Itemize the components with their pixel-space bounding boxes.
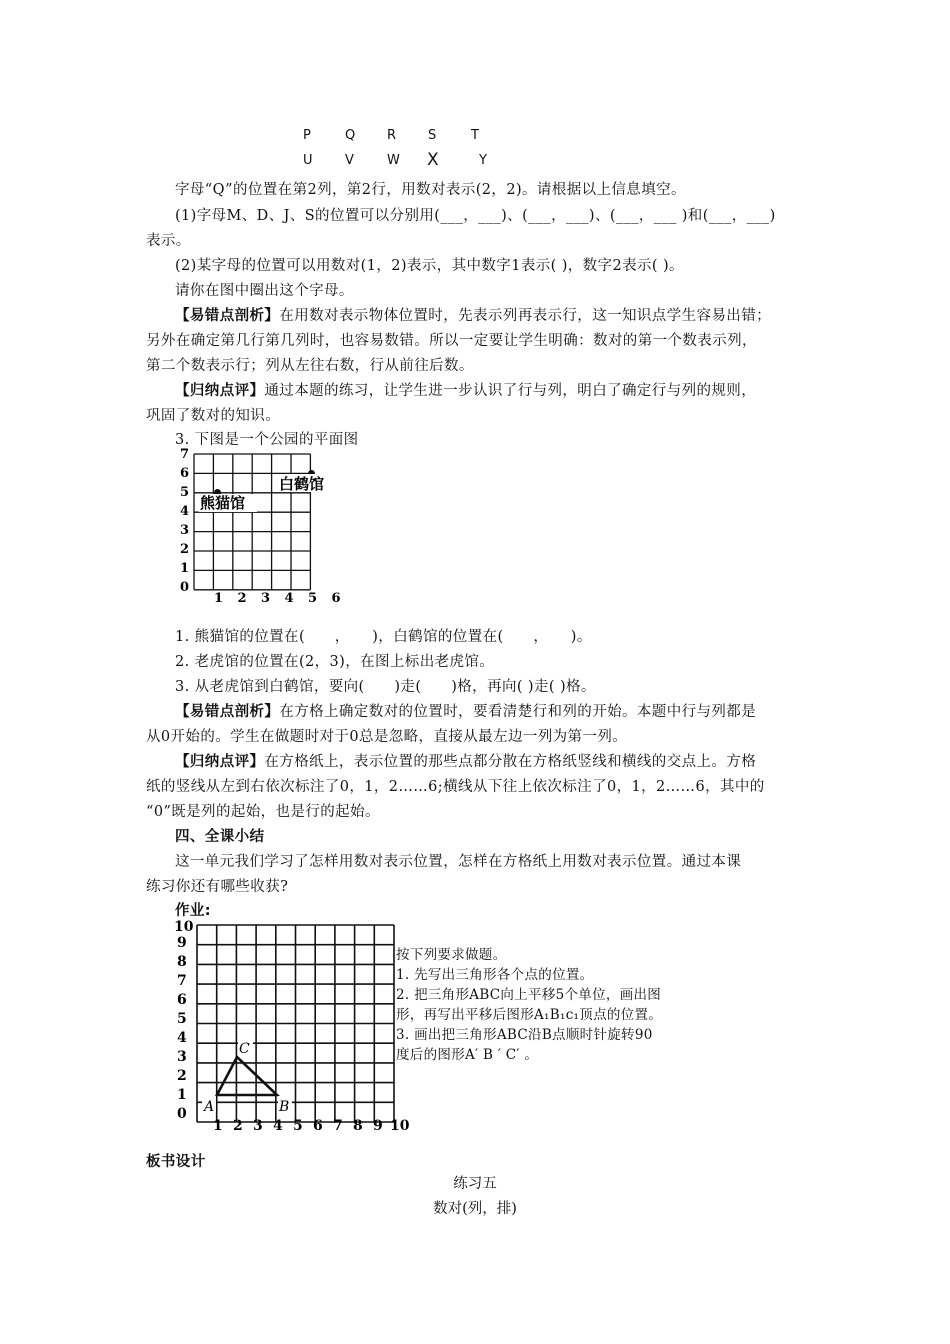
x-tick-label: 3 <box>253 1118 263 1134</box>
y-tick-label: 0 <box>177 1106 187 1122</box>
letter: W <box>387 153 400 168</box>
y-tick-label: 1 <box>177 1087 187 1103</box>
letter: Y <box>479 153 487 168</box>
lesson-summary: 这一单元我们学习了怎样用数对表示位置，怎样在方格纸上用数对表示位置。通过本课 <box>175 854 742 870</box>
question-1-cont: 表示。 <box>146 233 191 249</box>
x-tick-label: 6 <box>313 1118 323 1134</box>
y-tick-label: 5 <box>177 1011 187 1027</box>
letter: Q <box>345 128 356 143</box>
question-1: (1)字母M、D、J、S的位置可以分别用(___，___)、(___，___)、(___，___ )和(___，___) <box>175 208 776 224</box>
intro-text: 字母“Q”的位置在第2列，第2行，用数对表示(2，2)。请根据以上信息填空。 <box>175 182 686 198</box>
y-tick-label: 4 <box>180 504 190 519</box>
letter: S <box>428 128 437 143</box>
y-tick-label: 3 <box>177 1049 187 1065</box>
y-tick-label: 3 <box>180 523 190 538</box>
x-tick-label: 8 <box>353 1118 363 1134</box>
x-tick-label: 10 <box>390 1118 410 1134</box>
error-analysis-2 <box>175 700 756 721</box>
section-heading: 四、全课小结 <box>175 828 265 845</box>
y-tick-label: 10 <box>174 919 194 935</box>
hw-item-3-cont: 度后的图形A′ B ′ C′ 。 <box>396 1047 539 1063</box>
question-2: (2)某字母的位置可以用数对(1，2)表示，其中数字1表示( )，数字2表示( )。 <box>175 258 684 274</box>
summary-2 <box>175 750 756 771</box>
y-tick-label: 4 <box>177 1030 187 1046</box>
park-y-labels <box>180 447 189 595</box>
summary-2-line2: 纸的竖线从左到右依次标注了0，1，2……6;横线从下往上依次标注了0，1，2……6，其中的 <box>146 779 765 795</box>
letter: T <box>471 128 479 143</box>
summary-1-line2: 巩固了数对的知识。 <box>146 408 281 424</box>
summary-2-line3: “0”既是列的起始，也是行的起始。 <box>146 804 380 820</box>
y-tick-label: 2 <box>180 542 190 557</box>
x-tick-label: 9 <box>373 1118 383 1134</box>
y-tick-label: 8 <box>177 954 187 970</box>
vertex-c-label: C <box>239 1041 250 1057</box>
y-tick-label: 0 <box>180 580 190 595</box>
error-tag: 【易错点剖析】 <box>175 703 280 720</box>
park-question-1: 1. 熊猫馆的位置在( ， )，白鹤馆的位置在( ， )。 <box>175 629 592 645</box>
error-analysis-1-line3: 第二个数表示行；列从左往右数，行从前往后数。 <box>146 358 474 374</box>
summary-tag: 【归纳点评】 <box>175 753 265 770</box>
park-x-labels <box>214 591 341 606</box>
crane-hall-label: 白鹤馆 <box>279 475 325 493</box>
park-question-2: 2. 老虎馆的位置在(2，3)，在图上标出老虎馆。 <box>175 654 495 670</box>
x-tick-label: 1 <box>214 591 224 606</box>
letter: X <box>427 150 439 170</box>
park-question-3: 3. 从老虎馆到白鹤馆，要向( )走( )格，再向( )走( )格。 <box>175 679 596 695</box>
error-analysis-2-line2: 从0开始的。学生在做题时对于0总是忽略，直接从最左边一列为第一列。 <box>146 729 628 745</box>
summary-1 <box>175 379 756 400</box>
letter: R <box>387 128 397 143</box>
board-subtitle: 数对(列，排) <box>433 1201 517 1217</box>
error-analysis-1-line2: 另外在确定第几行第几列时，也容易数错。所以一定要让学生明确：数对的第一个数表示列， <box>146 333 757 349</box>
homework-heading: 作业: <box>175 903 211 919</box>
summary-tag: 【归纳点评】 <box>175 382 265 399</box>
hw-item-2-cont: 形，再写出平移后图形A₁B₁c₁顶点的位置。 <box>396 1007 663 1023</box>
vertex-b-label: B <box>279 1099 290 1115</box>
x-tick-label: 2 <box>237 591 247 606</box>
hw-item-2: 2. 把三角形ABC向上平移5个单位，画出图 <box>396 987 662 1003</box>
hw-intro: 按下列要求做题。 <box>396 947 507 963</box>
letter: U <box>303 153 313 168</box>
x-tick-label: 6 <box>331 591 341 606</box>
homework-grid <box>172 918 417 1136</box>
question-2-cont: 请你在图中圈出这个字母。 <box>175 283 354 299</box>
hw-item-1: 1. 先写出三角形各个点的位置。 <box>396 967 594 983</box>
x-tick-label: 1 <box>213 1118 223 1134</box>
x-tick-label: 4 <box>273 1118 283 1134</box>
y-tick-label: 1 <box>180 561 190 576</box>
error-text: 在用数对表示物体位置时，先表示列再表示行，这一知识点学生容易出错； <box>279 308 772 324</box>
error-tag: 【易错点剖析】 <box>175 307 280 324</box>
summary-text: 在方格纸上，表示位置的那些点都分散在方格纸竖线和横线的交点上。方格 <box>264 754 757 770</box>
x-tick-label: 5 <box>293 1118 303 1134</box>
vertex-a-label: A <box>204 1099 215 1115</box>
x-tick-label: 2 <box>233 1118 243 1134</box>
y-tick-label: 2 <box>177 1068 187 1084</box>
question-3-title: 3. 下图是一个公园的平面图 <box>175 432 359 448</box>
y-tick-label: 7 <box>180 447 190 462</box>
lesson-summary-line2: 练习你还有哪些收获? <box>146 879 289 895</box>
homework-instructions <box>396 945 662 1065</box>
panda-hall-label: 熊猫馆 <box>200 494 246 512</box>
x-tick-label: 3 <box>261 591 271 606</box>
y-tick-label: 9 <box>177 935 187 951</box>
x-tick-label: 4 <box>284 591 294 606</box>
x-tick-label: 7 <box>333 1118 343 1134</box>
homework-y-labels <box>174 919 194 1122</box>
park-map <box>170 445 370 610</box>
board-design-heading: 板书设计 <box>146 1154 206 1170</box>
letter: P <box>303 128 311 143</box>
hw-item-3: 3. 画出把三角形ABC沿B点顺时针旋转90 <box>396 1027 653 1043</box>
y-tick-label: 6 <box>177 992 187 1008</box>
y-tick-label: 6 <box>180 466 190 481</box>
board-title: 练习五 <box>453 1176 497 1192</box>
summary-text: 通过本题的练习，让学生进一步认识了行与列，明白了确定行与列的规则， <box>264 383 757 399</box>
letter: V <box>345 153 354 168</box>
homework-x-labels <box>213 1118 410 1134</box>
y-tick-label: 7 <box>177 973 187 989</box>
y-tick-label: 5 <box>180 485 190 500</box>
homework-grid-lines <box>197 925 394 1122</box>
x-tick-label: 5 <box>308 591 318 606</box>
error-text: 在方格上确定数对的位置时，要看清楚行和列的开始。本题中行与列都是 <box>279 704 757 720</box>
error-analysis-1 <box>175 304 771 325</box>
